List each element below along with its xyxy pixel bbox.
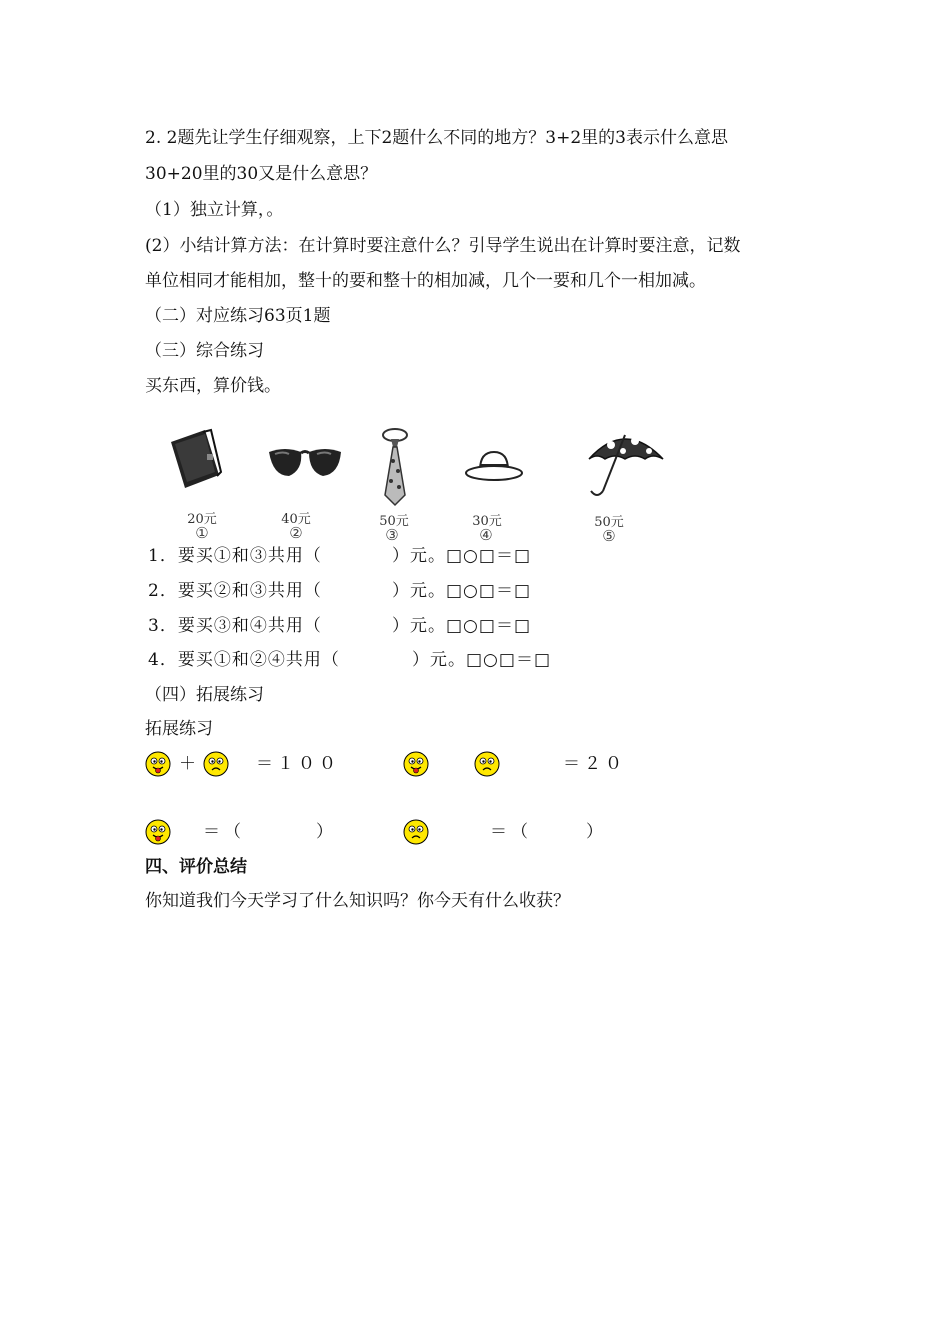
- equation-result: ＝１００: [256, 754, 340, 774]
- frown-face-icon: [474, 751, 500, 777]
- subheading: 拓展练习: [145, 719, 213, 739]
- paragraph-line: 你知道我们今天学习了什么知识吗？你今天有什么收获？: [145, 891, 570, 911]
- section-heading: （三）综合练习: [145, 341, 264, 361]
- paragraph-line: （1）独立计算，。: [145, 200, 284, 220]
- item-number: ③: [385, 526, 399, 544]
- tongue-face-icon: [145, 819, 171, 845]
- equation-result: ＝２０: [563, 754, 626, 774]
- item-price: 50元: [594, 515, 624, 530]
- paragraph-line: 买东西，算价钱。: [145, 376, 281, 396]
- item-price: 30元: [472, 514, 502, 529]
- tongue-face-icon: [403, 751, 429, 777]
- item-price: 40元: [281, 512, 311, 527]
- plus-sign: ＋: [179, 754, 200, 774]
- equation-blank-open: ＝（: [203, 822, 245, 842]
- section-heading: （二）对应练习63页1题: [145, 306, 331, 326]
- necktie-icon: [375, 425, 415, 509]
- wallet-icon: [165, 420, 225, 500]
- question-label: 1．要买①和③共用（: [148, 546, 322, 566]
- section-heading: （四）拓展练习: [145, 685, 264, 705]
- item-number: ①: [195, 524, 209, 542]
- item-number: ②: [289, 524, 303, 542]
- question-tail: ）元。□○□＝□: [392, 616, 532, 636]
- question-label: 3．要买③和④共用（: [148, 616, 322, 636]
- sunglasses-icon: [265, 440, 345, 490]
- item-price: 20元: [187, 512, 217, 527]
- paragraph-line: (2）小结计算方法：在计算时要注意什么？引导学生说出在计算时要注意，记数: [145, 236, 741, 256]
- question-tail: ）元。□○□＝□: [392, 581, 532, 601]
- paragraph-line: 30+20里的30又是什么意思？: [145, 164, 378, 184]
- section-heading: 四、评价总结: [145, 857, 247, 877]
- question-label: 4．要买①和②④共用（: [148, 650, 340, 670]
- paragraph-line: 单位相同才能相加，整十的要和整十的相加减，几个一要和几个一相加减。: [145, 271, 706, 291]
- tongue-face-icon: [145, 751, 171, 777]
- equation-blank-close: ）: [586, 822, 607, 842]
- equation-blank-close: ）: [316, 822, 337, 842]
- equation-blank-open: ＝（: [490, 822, 532, 842]
- question-tail: ）元。□○□＝□: [392, 546, 532, 566]
- paragraph-line: 2. 2题先让学生仔细观察，上下2题什么不同的地方？3+2里的3表示什么意思: [145, 128, 728, 148]
- item-number: ④: [479, 526, 493, 544]
- frown-face-icon: [403, 819, 429, 845]
- question-label: 2．要买②和③共用（: [148, 581, 322, 601]
- frown-face-icon: [203, 751, 229, 777]
- item-number: ⑤: [602, 527, 616, 545]
- item-price: 50元: [379, 514, 409, 529]
- hat-icon: [462, 446, 526, 486]
- question-tail: ）元。□○□＝□: [412, 650, 552, 670]
- umbrella-icon: [583, 425, 667, 501]
